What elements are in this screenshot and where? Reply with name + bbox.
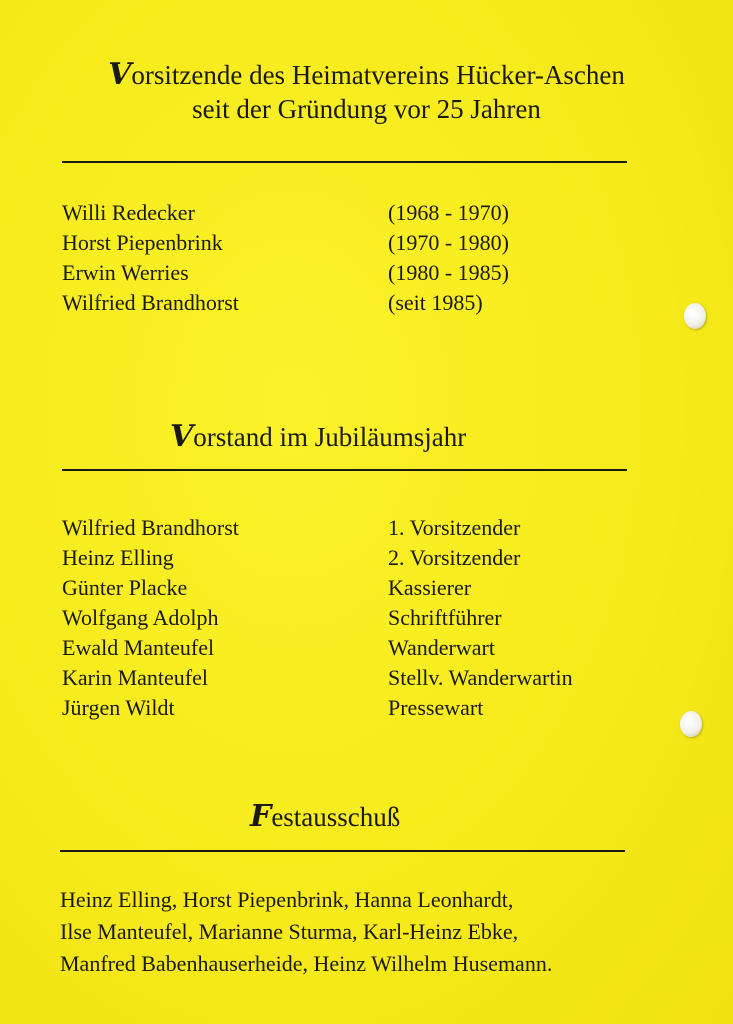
chairmen-title-line2: seit der Gründung vor 25 Jahren	[192, 94, 541, 124]
committee-title-text: estausschuß	[271, 802, 401, 832]
committee-title	[250, 800, 400, 834]
board-member-role: 2. Vorsitzender	[388, 545, 521, 570]
chairman-name: Wilfried Brandhorst	[62, 290, 239, 315]
chairmen-title-initial: V	[108, 57, 132, 92]
board-member-name: Jürgen Wildt	[62, 695, 175, 720]
board-member-name: Wolfgang Adolph	[62, 605, 219, 630]
chairmen-title-line1-text: orsitzende des Heimatvereins Hücker-Aschen	[131, 60, 625, 90]
chairman-period: (1970 - 1980)	[388, 230, 509, 255]
chairman-period: (1980 - 1985)	[388, 260, 509, 285]
board-member-role: Wanderwart	[388, 635, 495, 660]
board-member-name: Karin Manteufel	[62, 665, 208, 690]
board-title-initial: V	[170, 419, 194, 454]
chairmen-title	[0, 58, 733, 126]
board-member-role: Pressewart	[388, 695, 484, 720]
punch-hole	[684, 303, 706, 329]
committee-line: Ilse Manteufel, Marianne Sturma, Karl-Heinz Ebke,	[60, 919, 519, 944]
divider-rule	[60, 850, 625, 852]
board-member-role: Stellv. Wanderwartin	[388, 665, 573, 690]
board-member-name: Heinz Elling	[62, 545, 174, 570]
committee-members	[60, 884, 680, 980]
divider-rule	[62, 469, 627, 471]
board-member-name: Wilfried Brandhorst	[62, 515, 239, 540]
board-title	[170, 420, 466, 454]
board-member-name: Günter Placke	[62, 575, 188, 600]
board-title-text: orstand im Jubiläumsjahr	[193, 422, 467, 452]
board-member-role: Schriftführer	[388, 605, 502, 630]
board-member-name: Ewald Manteufel	[62, 635, 215, 660]
committee-title-initial: F	[250, 799, 272, 834]
committee-line: Manfred Babenhauserheide, Heinz Wilhelm Husemann.	[60, 951, 553, 976]
chairman-name: Erwin Werries	[62, 260, 189, 285]
chairman-period: (1968 - 1970)	[388, 200, 509, 225]
chairman-period: (seit 1985)	[388, 290, 483, 315]
committee-line: Heinz Elling, Horst Piepenbrink, Hanna Leonhardt,	[60, 887, 514, 912]
divider-rule	[62, 161, 627, 163]
board-member-role: Kassierer	[388, 575, 472, 600]
chairman-name: Willi Redecker	[62, 200, 195, 225]
punch-hole	[680, 711, 702, 737]
board-member-role: 1. Vorsitzender	[388, 515, 521, 540]
chairmen-title-line1	[0, 58, 733, 92]
chairman-name: Horst Piepenbrink	[62, 230, 223, 255]
